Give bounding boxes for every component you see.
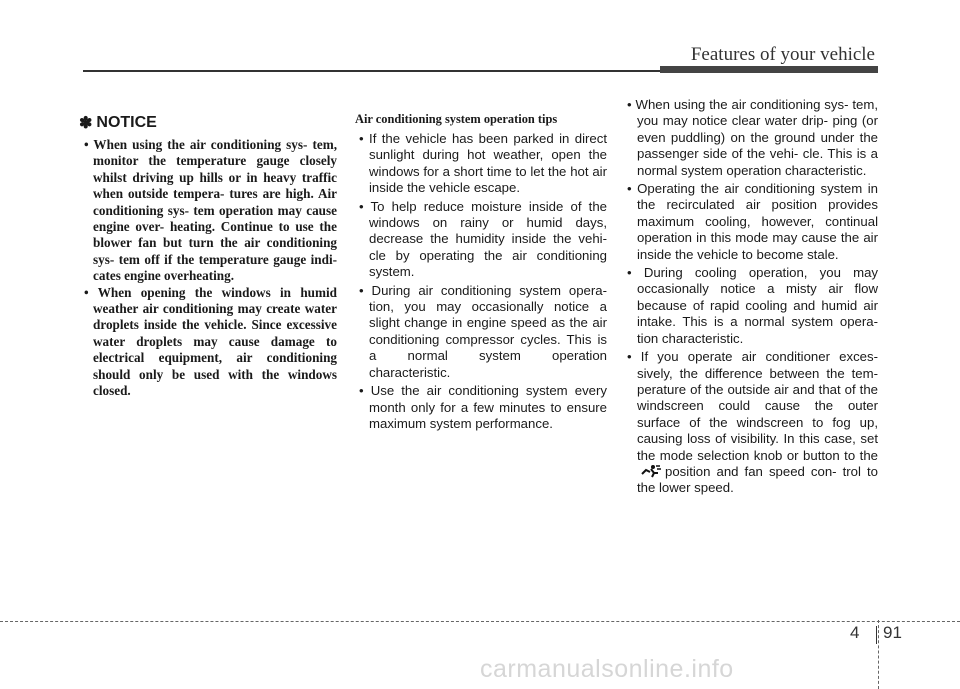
tips-list-continued [623,97,878,497]
tip-item: • Operating the air conditioning system in the recirculated air position provides maximum cooling, however, continual operation in this mode may cause the air inside the vehicle to become stale. [627,181,879,262]
page-number-separator [876,626,877,644]
notice-list [79,137,337,400]
tips-column-continued [623,97,878,499]
notice-star-icon: ✽ [79,115,93,132]
notice-item: • When using the air conditioning sys- tem, monitor the temperature gauge closely whilst driving up hills or in heavy traffic when outside tempera- tures are high. Air conditioning sys- tem operation may cause engine over- heating. Continue to use the blower fan but turn the air conditioning sys- tem off if the temperature gauge indi- cates engine overheating. [84,137,337,284]
tips-heading: Air conditioning system operation tips [355,112,558,126]
page-number: 91 [883,623,902,642]
tip-item: • When using the air conditioning sys- tem, you may notice clear water drip- ping (or even puddling) on the ground under the passenger side of the vehi- cle. This is a normal system operation characteristic. [627,97,879,178]
footer-dashed-vertical [878,620,879,689]
watermark-text: carmanualsonline.info [480,655,734,683]
tip-item: • If the vehicle has been parked in direct sunlight during hot weather, open the windows for a short time to let the hot air inside the vehicle escape. [359,131,608,196]
tips-list [355,131,607,432]
tip-item: • To help reduce moisture inside of the windows on rainy or humid days, decrease the humidity inside the vehi- cle by operating the air conditioning system. [359,198,607,280]
footer-dashed-line [0,621,960,622]
notice-item: • When opening the windows in humid weather air conditioning may create water droplets inside the vehicle. Since excessive water droplets may cause damage to electrical equipment, air conditioning should only be used with the windows closed. [84,284,337,399]
notice-title: NOTICE [96,114,157,131]
tip-item: • During air conditioning system opera- tion, you may occasionally notice a slight change in engine speed as the air conditioning compressor cycles. This is a normal system operation characteristic. [359,282,608,380]
defrost-floor-mode-icon [640,464,662,478]
tip-item: • Use the air conditioning system every month only for a few minutes to ensure maximum system performance. [359,383,607,431]
header-accent-bar [660,66,878,73]
notice-column [79,113,337,400]
notice-heading [79,113,337,133]
chapter-number: 4 [850,623,860,642]
tip-item: • If you operate air conditioner exces- sively, the difference between the tem- perature of the outside air and that of the windscreen could cause the outer surface of the windscreen to fog up, causing loss of visibility. In this case, set the mode selection knob or button to theposition and fan speed con- trol to the lower speed. [627,349,878,496]
tips-column [355,112,607,434]
tip-item: • During cooling operation, you may occasionally notice a misty air flow because of rapid cooling and humid air intake. This is a normal system opera- tion characteristic. [627,265,879,346]
page-header-title: Features of your vehicle [690,44,875,65]
